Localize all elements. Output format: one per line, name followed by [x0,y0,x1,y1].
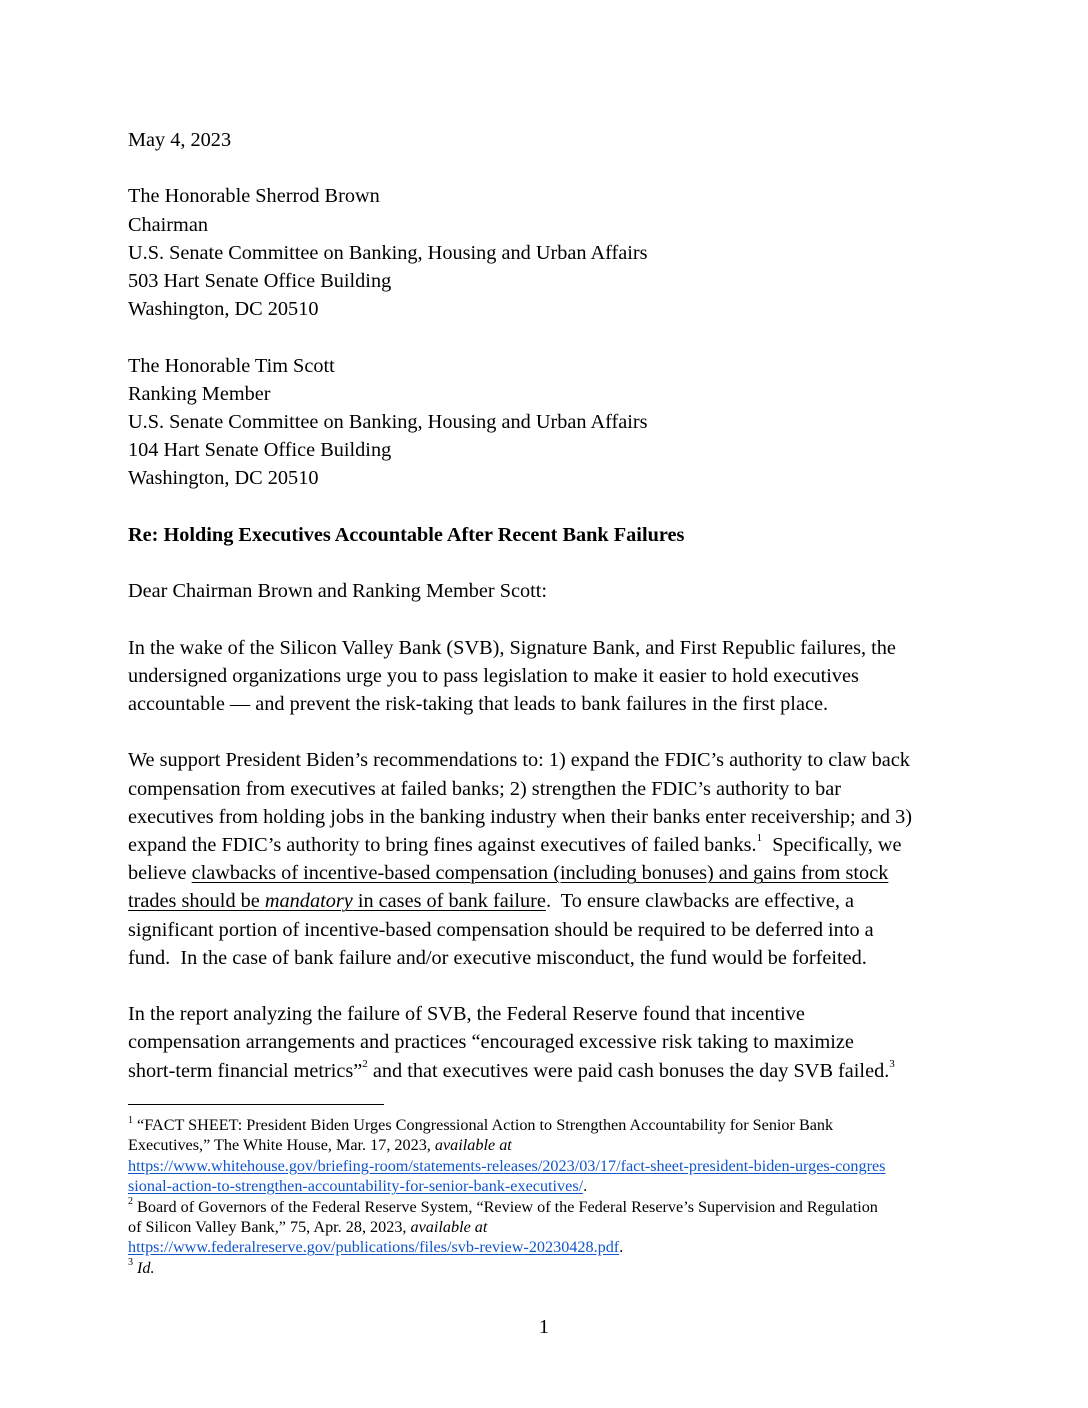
paragraph-line: compensation arrangements and practices “encouraged excessive risk taking to maximize [128,1031,854,1054]
recipient-office: 104 Hart Senate Office Building [128,439,392,462]
salutation: Dear Chairman Brown and Ranking Member Scott: [128,580,548,603]
paragraph-line [128,859,962,887]
paragraph-line: significant portion of incentive-based compensation should be required to be deferred into a [128,918,874,941]
recipient-name: The Honorable Sherrod Brown [128,185,380,208]
recipient-committee: U.S. Senate Committee on Banking, Housing and Urban Affairs [128,411,648,433]
paragraph-line: executives from holding jobs in the banking industry when their banks enter receivership; and 3) [128,805,913,828]
paragraph-line: In the report analyzing the failure of SVB, the Federal Reserve found that incentive [128,1003,805,1026]
footnote-text: Id. [133,1258,155,1277]
recipient-office: 503 Hart Senate Office Building [128,270,392,292]
footnote-text: Board of Governors of the Federal Reserve System, “Review of the Federal Reserve’s Supervision and Regulation [133,1197,878,1216]
paragraph-2 [128,746,962,972]
footnote-1-line [128,1176,968,1196]
footnote-1-line [128,1115,968,1135]
paragraph-line: We support President Biden’s recommendations to: 1) expand the FDIC’s authority to claw back [128,749,910,772]
footnote-1-line [128,1135,968,1155]
recipient-name: The Honorable Tim Scott [128,354,335,377]
footnote-ref-1[interactable]: 1 [756,832,763,845]
footnote-number: 1 [128,1114,133,1126]
footnote-text: Executives,” The White House, Mar. 17, 2023, [128,1136,435,1155]
text-run: in cases of bank failure [352,890,546,913]
recipient-address-2 [128,352,962,493]
text-run: and that executives were paid cash bonuses the day SVB failed. [367,1059,890,1082]
footnote-2-line [128,1237,968,1257]
footnote-2-line [128,1217,968,1237]
paragraph-line [128,887,962,915]
paragraph-line: compensation from executives at failed banks; 2) strengthen the FDIC’s authority to bar [128,777,842,800]
letter-body [128,126,962,1085]
underlined-emphasis [128,890,546,912]
paragraph-3 [128,1000,962,1085]
footnotes [128,1115,968,1278]
paragraph-line [128,1057,962,1085]
footnote-2-link[interactable]: https://www.federalreserve.gov/publications/files/svb-review-20230428.pdf [128,1238,620,1257]
footnote-ref-2[interactable]: 2 [362,1057,368,1070]
recipient-city: Washington, DC 20510 [128,467,319,490]
text-run: expand the FDIC’s authority to bring fines against executives of failed banks. [128,833,757,856]
text-run: short-term financial metrics” [128,1059,363,1082]
text-run: Specifically, we [762,833,902,856]
footnote-ref-3[interactable]: 3 [889,1057,895,1070]
letter-subject: Re: Holding Executives Accountable After Recent Bank Failures [128,523,685,546]
footnote-1-line [128,1156,968,1176]
footnote-italic: available at [410,1218,488,1237]
footnote-number: 3 [128,1257,133,1269]
paragraph-line: undersigned organizations urge you to pass legislation to make it easier to hold executives [128,664,859,687]
paragraph-line [128,831,962,859]
italic-emphasis: mandatory [264,890,353,913]
text-run: believe [128,862,192,885]
footnote-number: 2 [128,1196,133,1208]
letter-date: May 4, 2023 [128,129,232,151]
text-run: trades should be [128,890,265,913]
paragraph-line: In the wake of the Silicon Valley Bank (SVB), Signature Bank, and First Republic failures, the [128,636,896,659]
underlined-emphasis: clawbacks of incentive-based compensation (including bonuses) and gains from stock [191,862,889,885]
footnote-2-line [128,1197,968,1217]
footnote-italic: available at [434,1136,512,1155]
footnote-text: of Silicon Valley Bank,” 75, Apr. 28, 2023, [128,1218,411,1237]
recipient-committee: U.S. Senate Committee on Banking, Housing and Urban Affairs [128,241,648,264]
page-number: 1 [538,1316,550,1338]
recipient-title: Ranking Member [128,382,271,405]
recipient-address-1 [128,182,962,323]
footnote-1-link[interactable]: https://www.whitehouse.gov/briefing-room/statements-releases/2023/03/17/fact-sheet-president-biden-urges-congres [128,1156,886,1175]
footnote-text: “FACT SHEET: President Biden Urges Congressional Action to Strengthen Accountability for Senior Bank [133,1116,834,1134]
footnote-separator [128,1104,384,1105]
paragraph-line: accountable — and prevent the risk-taking that leads to bank failures in the first place. [128,692,829,715]
paragraph-line: fund. In the case of bank failure and/or executive misconduct, the fund would be forfeited. [128,946,867,969]
footnote-1-link-continued[interactable]: sional-action-to-strengthen-accountability-for-senior-bank-executives/ [128,1177,584,1196]
footnote-text: . [619,1238,624,1257]
text-run: . To ensure clawbacks are effective, a [545,890,855,913]
footnote-3-line [128,1258,968,1278]
recipient-title: Chairman [128,213,208,236]
recipient-city: Washington, DC 20510 [128,298,319,321]
footnote-text: . [583,1177,588,1196]
paragraph-1 [128,634,962,719]
